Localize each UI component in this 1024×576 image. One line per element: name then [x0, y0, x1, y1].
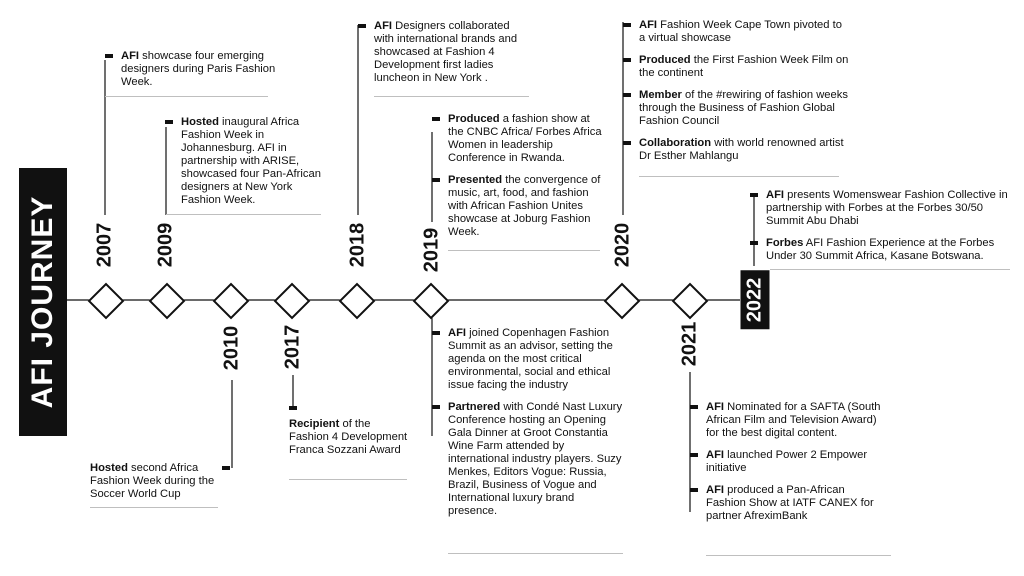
bullet-marker — [432, 331, 440, 335]
events-2022 — [766, 189, 1014, 263]
event-entry: AFI Nominated for a SAFTA (South African Film and Television Award) for the best digital content. — [706, 401, 886, 440]
year-2019: 2019 — [420, 227, 443, 273]
event-entry: AFI Fashion Week Cape Town pivoted to a virtual showcase — [639, 19, 849, 45]
bullet-marker — [289, 406, 297, 410]
event-entry: Produced a fashion show at the CNBC Africa/ Forbes Africa Women in leadership Conference in Rwanda. — [448, 113, 608, 165]
year-2018: 2018 — [346, 222, 369, 268]
bullet-marker — [105, 54, 113, 58]
year-2021: 2021 — [678, 321, 701, 367]
year-2009: 2009 — [154, 222, 177, 268]
separator — [105, 96, 268, 97]
year-2020: 2020 — [611, 222, 634, 268]
event-entry: AFI Designers collaborated with international brands and showcased at Fashion 4 Development first ladies luncheon in New York . — [374, 20, 529, 85]
bullet-marker — [432, 178, 440, 182]
event-entry: AFI joined Copenhagen Fashion Summit as an advisor, setting the agenda on the most critical environmental, social and ethical issue facing the industry — [448, 327, 626, 392]
bullet-marker — [222, 466, 230, 470]
year-2007: 2007 — [93, 222, 116, 268]
diagram-title: AFI JOURNEY — [26, 195, 59, 409]
event-entry: Forbes AFI Fashion Experience at the Forbes Under 30 Summit Africa, Kasane Botswana. — [766, 237, 1014, 263]
events-2009 — [181, 116, 327, 207]
event-entry: Produced the First Fashion Week Film on the continent — [639, 54, 849, 80]
event-entry: AFI presents Womenswear Fashion Collective in partnership with Forbes at the Forbes 30/50 Summit Abu Dhabi — [766, 189, 1014, 228]
bullet-marker — [165, 120, 173, 124]
bullet-marker — [750, 241, 758, 245]
year-2017: 2017 — [281, 324, 304, 370]
separator — [90, 507, 218, 508]
year-2022: 2022 — [741, 271, 770, 330]
separator — [166, 214, 321, 215]
bullet-marker — [690, 488, 698, 492]
event-entry: Hosted inaugural Africa Fashion Week in Johannesburg. AFI in partnership with ARISE, showcased four Pan-African designers at New York Fashion Week. — [181, 116, 327, 207]
separator — [770, 269, 1010, 270]
event-entry: Presented the convergence of music, art, food, and fashion with African Fashion Unites showcase at Joburg Fashion Week. — [448, 174, 608, 239]
event-entry: Collaboration with world renowned artist Dr Esther Mahlangu — [639, 137, 849, 163]
separator — [289, 479, 407, 480]
bullet-marker — [432, 405, 440, 409]
events-2007 — [121, 50, 276, 89]
events-2018 — [374, 20, 529, 85]
event-entry: Recipient of the Fashion 4 Development Franca Sozzani Award — [289, 418, 408, 456]
separator — [448, 250, 600, 251]
event-entry: AFI showcase four emerging designers during Paris Fashion Week. — [121, 50, 276, 89]
separator — [639, 176, 839, 177]
year-2010: 2010 — [220, 325, 243, 371]
events-2019-top — [448, 113, 608, 239]
bullet-marker — [623, 58, 631, 62]
event-entry: Partnered with Condé Nast Luxury Conference hosting an Opening Gala Dinner at Groot Constantia Wine Farm attended by international industry players. Suzy Menkes, Editors Vogue: Russia, Brazil, Business of Vogue and International luxury brand presence. — [448, 401, 626, 518]
bullet-marker — [432, 117, 440, 121]
separator — [374, 96, 529, 97]
events-2021 — [706, 401, 886, 523]
event-entry: Hosted second Africa Fashion Week during the Soccer World Cup — [90, 462, 215, 500]
events-2017 — [289, 418, 409, 457]
event-entry: AFI produced a Pan-African Fashion Show at IATF CANEX for partner AfreximBank — [706, 484, 886, 523]
bullet-marker — [750, 193, 758, 197]
bullet-marker — [623, 23, 631, 27]
event-entry: Member of the #rewiring of fashion weeks through the Business of Fashion Global Fashion Council — [639, 89, 849, 128]
separator — [448, 553, 623, 554]
bullet-marker — [690, 453, 698, 457]
events-2019-bottom — [448, 327, 626, 518]
events-2020 — [639, 19, 849, 163]
separator — [706, 555, 891, 556]
event-entry: AFI launched Power 2 Empower initiative — [706, 449, 886, 475]
bullet-marker — [623, 141, 631, 145]
bullet-marker — [358, 24, 366, 28]
bullet-marker — [690, 405, 698, 409]
bullet-marker — [623, 93, 631, 97]
events-2010 — [90, 462, 224, 501]
